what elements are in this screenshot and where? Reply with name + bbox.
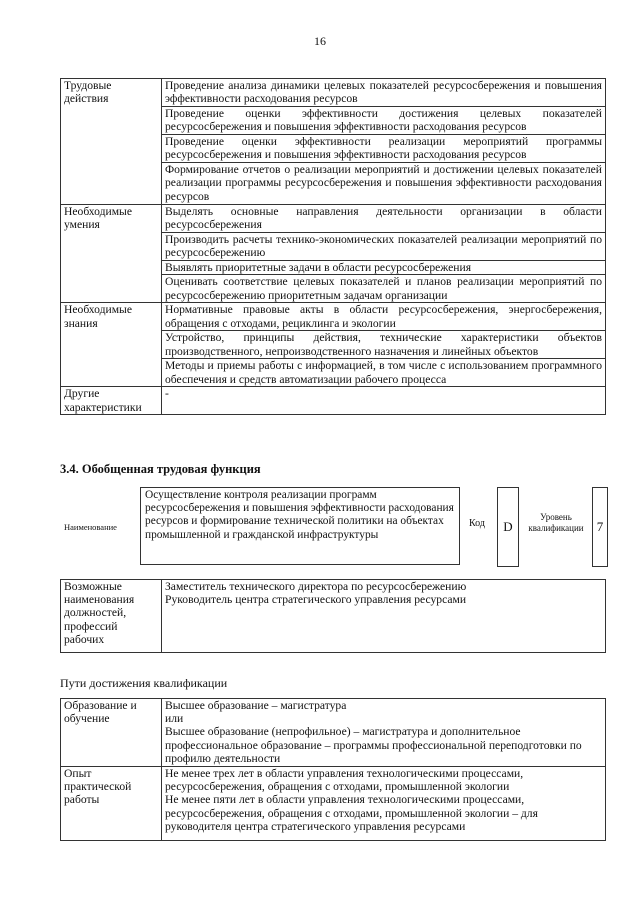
- row-label-other: Другие характеристики: [61, 387, 162, 415]
- education-item: Высшее образование (непрофильное) – магистратура и дополнительное профессиональное образование – программы профессиональной переподготовки по профилю деятельности: [165, 725, 582, 765]
- code-value: D: [497, 487, 519, 567]
- knowledge-item: Нормативные правовые акты в области ресурсосбережения, энергосбережения, обращения с отходами, рециклинга и экологии: [162, 303, 606, 331]
- skill-item: Выявлять приоритетные задачи в области ресурсосбережения: [162, 261, 606, 275]
- paths-heading: Пути достижения квалификации: [60, 676, 228, 690]
- page-number: 16: [314, 34, 326, 48]
- function-name: Осуществление контроля реализации программ ресурсосбережения и повышения эффективности расходования ресурсов и формирование технической политики на объектах промышленной и гражданской инфраструктуры: [140, 487, 460, 565]
- experience-item: Не менее трех лет в области управления технологическими процессами, ресурсосбережения, обращения с отходами, промышленной экологии: [165, 767, 524, 794]
- education-item: или: [165, 712, 184, 726]
- experience-item: Не менее пяти лет в области управления технологическими процессами, ресурсосбережения, обращения с отходами, промышленной экологии – для руководителя центра стратегического управления ресурсами: [165, 793, 538, 833]
- work-action-item: Проведение оценки эффективности реализации мероприятий программы ресурсосбережения и повышения эффективности расходования ресурсов: [162, 135, 606, 163]
- work-functions-table: [60, 78, 606, 415]
- code-label: Код: [469, 518, 485, 529]
- experience-label: Опыт практической работы: [61, 767, 162, 841]
- name-label: Наименование: [64, 522, 117, 532]
- position-item: Руководитель центра стратегического управления ресурсами: [165, 593, 467, 607]
- skill-item: Выделять основные направления деятельности организации в области ресурсосбережения: [162, 205, 606, 233]
- other-item: -: [162, 387, 606, 415]
- position-item: Заместитель технического директора по ресурсосбережению: [165, 580, 467, 593]
- education-item: Высшее образование – магистратура: [165, 699, 347, 712]
- level-label: Уровень квалификации: [528, 512, 584, 533]
- positions-label: Возможные наименования должностей, профессий рабочих: [61, 580, 162, 653]
- positions-table: [60, 579, 606, 653]
- education-label: Образование и обучение: [61, 699, 162, 767]
- row-label-skills: Необходимые умения: [61, 205, 162, 303]
- level-value: 7: [592, 487, 608, 567]
- skill-item: Оценивать соответствие целевых показателей и планов реализации мероприятий по ресурсосбережению приоритетным задачам организации: [162, 275, 606, 303]
- skill-item: Производить расчеты технико-экономических показателей реализации мероприятий по ресурсосбережению: [162, 233, 606, 261]
- section-heading: 3.4. Обобщенная трудовая функция: [60, 462, 261, 476]
- work-action-item: Проведение оценки эффективности достижения целевых показателей ресурсосбережения и повышения эффективности расходования ресурсов: [162, 107, 606, 135]
- row-label-knowledge: Необходимые знания: [61, 303, 162, 387]
- knowledge-item: Устройство, принципы действия, технические характеристики объектов производственного, непроизводственного назначения и линейных объектов: [162, 331, 606, 359]
- work-action-item: Формирование отчетов о реализации мероприятий и достижении целевых показателей реализации программы ресурсосбережения и повышения эффективности расходования ресурсов: [162, 163, 606, 205]
- row-label-work-actions: Трудовые действия: [61, 79, 162, 205]
- qualification-table: [60, 698, 606, 841]
- knowledge-item: Методы и приемы работы с информацией, в том числе с использованием программного обеспечения и средств автоматизации рабочего процесса: [162, 359, 606, 387]
- work-action-item: Проведение анализа динамики целевых показателей ресурсосбережения и повышения эффективности расходования ресурсов: [162, 79, 606, 107]
